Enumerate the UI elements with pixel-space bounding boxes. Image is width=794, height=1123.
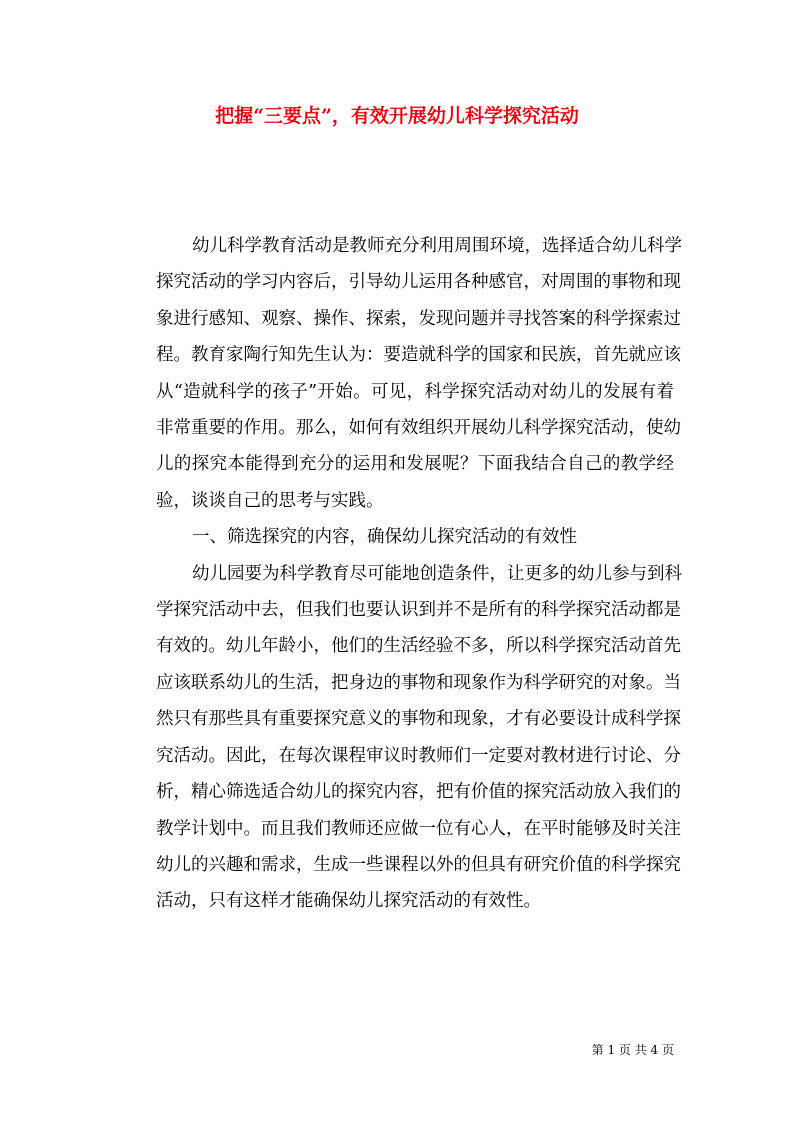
page-number: 第 1 页 共 4 页 — [591, 1043, 674, 1057]
text-line: 象进行感知、观察、操作、探索，发现问题并寻找答案的科学探索过 — [156, 308, 681, 329]
text-line: 有效的。幼儿年龄小，他们的生活经验不多，所以科学探究活动首先 — [156, 636, 681, 657]
text-line: 幼儿科学教育活动是教师充分利用周围环境，选择适合幼儿科学 — [192, 236, 682, 256]
text-line: 然只有那些具有重要探究意义的事物和现象，才有必要设计成科学探 — [156, 709, 681, 730]
section-heading — [120, 519, 674, 555]
text-line: 究活动。因此，在每次课程审议时教师们一定要对教材进行讨论、分 — [156, 745, 681, 766]
text-line: 活动，只有这样才能确保幼儿探究活动的有效性。 — [156, 891, 541, 912]
text-line: 教学计划中。而且我们教师还应做一位有心人，在平时能够及时关注 — [156, 818, 681, 839]
text-line: 探究活动的学习内容后，引导幼儿运用各种感官，对周围的事物和现 — [156, 272, 681, 293]
section-heading-text: 一、筛选探究的内容，确保幼儿探究活动的有效性 — [192, 527, 577, 548]
document-title: 把握“三要点”，有效开展幼儿科学探究活动 — [215, 105, 579, 127]
text-line: 学探究活动中去，但我们也要认识到并不是所有的科学探究活动都是 — [156, 600, 681, 621]
text-line: 程。教育家陶行知先生认为：要造就科学的国家和民族，首先就应该 — [156, 345, 681, 366]
text-line: 幼儿园要为科学教育尽可能地创造条件，让更多的幼儿参与到科 — [192, 563, 682, 584]
text-line: 从“造就科学的孩子”开始。可见，科学探究活动对幼儿的发展有着 — [156, 381, 674, 402]
paragraph-section-1 — [120, 556, 682, 920]
paragraph-intro — [120, 228, 682, 519]
text-line: 儿的探究本能得到充分的运用和发展呢？下面我结合自己的教学经 — [156, 454, 674, 475]
text-line: 验，谈谈自己的思考与实践。 — [156, 490, 384, 511]
document-body — [120, 228, 682, 920]
text-line: 析，精心筛选适合幼儿的探究内容，把有价值的探究活动放入我们的 — [156, 782, 681, 803]
text-line: 非常重要的作用。那么，如何有效组织开展幼儿科学探究活动，使幼 — [156, 418, 681, 439]
text-line: 应该联系幼儿的生活，把身边的事物和现象作为科学研究的对象。当 — [156, 672, 681, 693]
text-line: 幼儿的兴趣和需求，生成一些课程以外的但具有研究价值的科学探究 — [156, 854, 681, 875]
